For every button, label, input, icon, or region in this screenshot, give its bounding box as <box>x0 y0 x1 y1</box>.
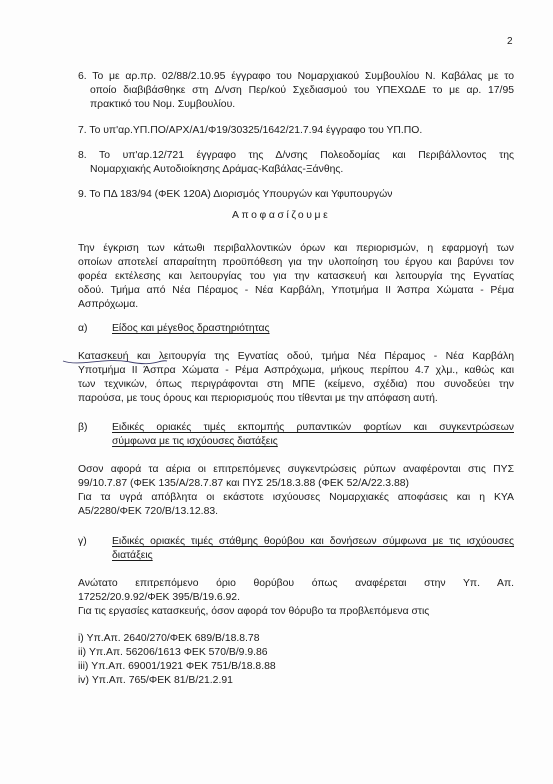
section-b-line-4: Α5/2280/ΦΕΚ 720/Β/13.12.83. <box>78 506 219 517</box>
decision-line-4: οδού. Τμήμα από Νέα Πέραμος - Νέα Καρβάλη, Υποτμήμα ΙΙ Άσπρα Χώματα - Ρέμα <box>78 285 514 296</box>
item-8-line-2: Νομαρχιακής Αυτοδιοίκησης Δράμας-Καβάλας-Ξάνθης. <box>90 164 344 175</box>
section-b-line-1: Οσον αφορά τα αέρια οι επιτρεπόμενες συγκεντρώσεις ρύπων αναφέρονται στις ΠΥΣ <box>78 464 514 475</box>
section-a-line-3: των τεχνικών, όπως περιγράφονται στη ΜΠΕ (κείμενο, σχέδια) που συνοδεύει την <box>78 379 514 390</box>
section-b-title-line-2: σύμφωνα με τις ισχύουσες διατάξεις <box>112 436 278 447</box>
decision-line-5: Ασπρόχωμα. <box>78 299 139 310</box>
section-c-title-line-1: Ειδικές οριακές τιμές στάθμης θορύβου και δονήσεων σύμφωνα με τις ισχύουσες <box>112 536 514 547</box>
item-8-line-1: 8. Το υπ'αρ.12/721 έγγραφο της Δ/νσης Πολεοδομίας και Περιβάλλοντος της <box>78 150 514 161</box>
reference-item: ii) Υπ.Απ. 56206/1613 ΦΕΚ 570/Β/9.9.86 <box>78 647 268 658</box>
section-c-line-3: Για τις εργασίες κατασκευής, όσον αφορά τον θόρυβο τα προβλεπόμενα στις <box>78 606 430 617</box>
item-6-line-1: 6. Το με αρ.πρ. 02/88/2.10.95 έγγραφο του Νομαρχιακού Συμβουλίου Ν. Καβάλας με το <box>78 71 514 82</box>
section-a-line-2: Υποτμήμα ΙΙ Άσπρα Χώματα - Ρέμα Ασπρόχωμα, μήκους περίπου 4.7 χλμ., καθώς και <box>78 365 514 376</box>
reference-item: iii) Υπ.Απ. 69001/1921 ΦΕΚ 751/Β/18.8.88 <box>78 661 276 672</box>
page-number: 2 <box>507 36 513 47</box>
section-b-label: β) <box>78 422 88 433</box>
section-c-line-2: 17252/20.9.92/ΦΕΚ 395/Β/19.6.92. <box>78 592 240 603</box>
decision-heading: Αποφασίζουμε <box>232 210 331 221</box>
section-a-title: Είδος και μέγεθος δραστηριότητας <box>112 323 270 334</box>
item-6-line-3: πρακτικό του Νομ. Συμβουλίου. <box>90 99 236 110</box>
section-b-line-2: 99/10.7.87 (ΦΕΚ 135/Α/28.7.87 και ΠΥΣ 25/18.3.88 (ΦΕΚ 52/Α/22.3.88) <box>78 478 409 489</box>
reference-item: iv) Υπ.Απ. 765/ΦΕΚ 81/Β/21.2.91 <box>78 675 233 686</box>
section-c-line-1: Ανώτατο επιτρεπόμενο όριο θορύβου όπως αναφέρεται στην Υπ. Απ. <box>78 578 514 589</box>
item-7-line-1: 7. Το υπ'αρ.ΥΠ.ΠΟ/ΑΡΧ/Α1/Φ19/30325/1642/21.7.94 έγγραφο του ΥΠ.ΠΟ. <box>78 125 423 136</box>
section-b-title-line-1: Ειδικές οριακές τιμές εκπομπής ρυπαντικών φορτίων και συγκεντρώσεων <box>112 422 514 433</box>
section-c-label: γ) <box>78 536 87 547</box>
section-a-line-1: Κατασκευή και λειτουργία της Εγνατίας οδού, τμήμα Νέα Πέραμος - Νέα Καρβάλη <box>78 351 514 362</box>
decision-line-1: Την έγκριση των κάτωθι περιβαλλοντικών όρων και περιορισμών, η εφαρμογή των <box>78 243 514 254</box>
section-a-label: α) <box>78 323 88 334</box>
item-6-line-2: οποίο διαβιβάσθηκε στη Δ/νση Περ/κού Σχεδιασμού του ΥΠΕΧΩΔΕ το με αρ. 17/95 <box>90 85 514 96</box>
decision-line-2: οποίων αποτελεί απαραίτητη προϋπόθεση για την υλοποίηση του έργου και βαρύνει τον <box>78 257 514 268</box>
reference-item: i) Υπ.Απ. 2640/270/ΦΕΚ 689/Β/18.8.78 <box>78 633 260 644</box>
decision-line-3: φορέα εκτέλεσης και λειτουργίας του για την κατασκευή και λειτουργία της Εγνατίας <box>78 271 514 282</box>
section-a-line-4: παρούσα, με τους όρους και περιορισμούς που τίθενται με την απόφαση αυτή. <box>78 393 438 404</box>
section-c-title-line-2: διατάξεις <box>112 550 153 561</box>
section-b-line-3: Για τα υγρά απόβλητα οι εκάστοτε ισχύουσες Νομαρχιακές αποφάσεις και η ΚΥΑ <box>78 492 514 503</box>
item-9-line-1: 9. Το ΠΔ 183/94 (ΦΕΚ 120Α) Διορισμός Υπουργών και Υφυπουργών <box>78 189 393 200</box>
